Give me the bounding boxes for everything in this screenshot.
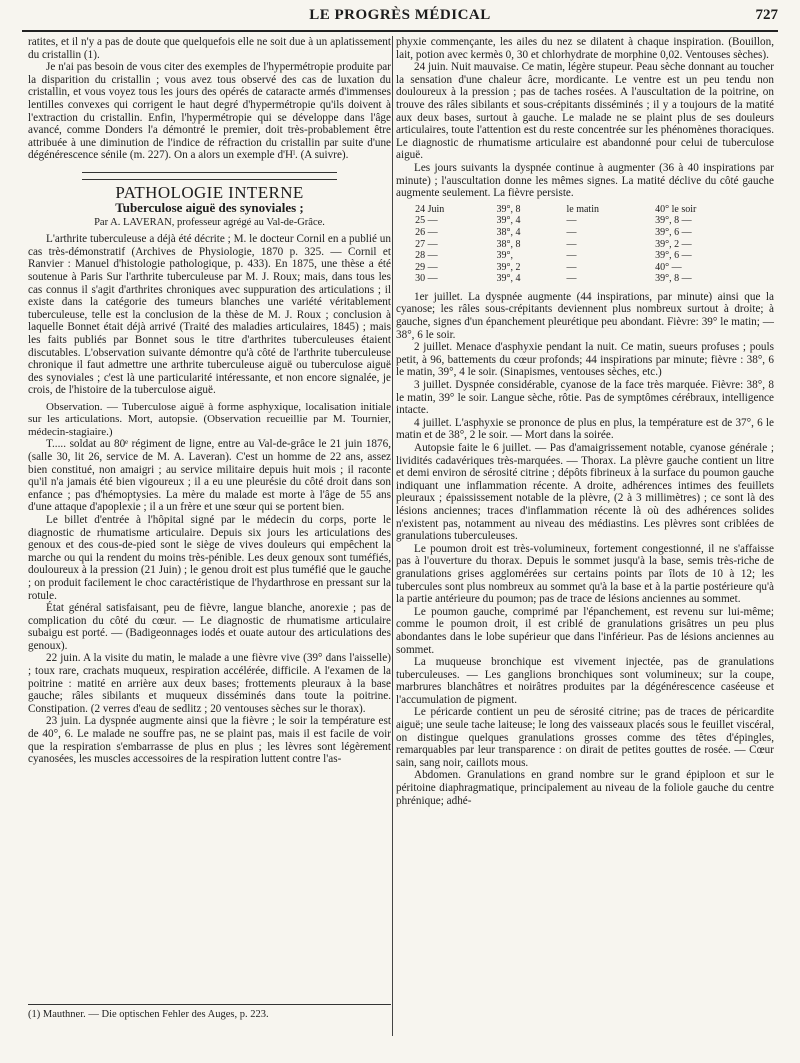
paragraph: 24 juin. Nuit mauvaise. Ce matin, légère stupeur. Peau sèche donnant au toucher la sensation d'une chaleur âcre, mordicante. Le ventre est un peu tendu non douloureux à la pression ; pas de taches rosées. A l'auscultation de la poitrine, on trouve des râles sibilants et sous-crépitants disséminés ; il y a toujours de la matité aux deux bases, surtout à gauche. Le malade ne se plaint plus de ses douleurs articulaires, toute l'attention est du reste concentrée sur les phénomènes thoraciques. Le diagnostic de rhumatisme articulaire est abandonné pour celui de tuberculose aiguë. [396,61,774,162]
paragraph: 4 juillet. L'asphyxie se prononce de plus en plus, la température est de 37°, 6 le matin et de 38°, 2 le soir. — Mort dans la soirée. [396,416,774,442]
table-cell: 39°, 4 [496,215,521,227]
paragraph: L'arthrite tuberculeuse a déjà été décrite ; M. le docteur Cornil en a publié un cas très-démonstratif (Archives de Physiologie, 1870 p. 325. — Cornil et Ranvier : Manuel d'histologie pathologique, p. 433). En 1875, une thèse a été soutenue à Paris Sur l'arthrite tuberculeuse par M. J. Roux; mais, dans tous les cas connus il s'agit d'arthrites chroniques avec suppuration des articulations ; il existe dans la catégorie des tumeurs blanches une variété véritablement tuberculeuse, telle est la conclusion de la thèse de M. J. Roux ; conclusion à laquelle Bonnet était déjà arrivé (Traité des maladies articulaires, 1845) ; mais les faits publiés par Bonnet sous le titre d'arthrites tuberculeuses étaient discutables. L'observation suivante démontre qu'à côté de l'arthrite tuberculeuse chronique il faut admettre une arthrite tuberculeuse aiguë ou tuberculose aiguë des synoviales ; c'est là une particularité intéressante, et non encore signalée, je crois, de l'histoire de la tuberculose aiguë. [28,233,391,397]
paragraph: Les jours suivants la dyspnée continue à augmenter (36 à 40 inspirations par minute) ; l'auscultation donne les mêmes signes. La matité déclive du côté gauche augmente seulement. La fièvre persiste. [396,161,774,200]
footnote: (1) Mauthner. — Die optischen Fehler des Auges, p. 223. [28,1004,391,1020]
paragraph: Autopsie faite le 6 juillet. — Pas d'amaigrissement notable, cyanose générale ; lividités cadavériques très-marquées. — Thorax. La plèvre gauche contient un litre et demi environ de sérosité citrine ; dépôts fibrineux à la surface du poumon gauche indiquant une inflammation récente. A droite, adhérences intimes des feuillets pleuraux ; épaississement notable de la plèvre, (2 à 3 millimètres) ; ce sont là des lésions anciennes; traces d'inflammation récente là où des adhérences solides n'existent pas, notamment au niveau des médiastins. Les plèvres sont criblées de granulations tuberculeuses. [396,442,774,543]
paragraph: Le poumon gauche, comprimé par l'épanchement, est revenu sur lui-même; comme le poumon droit, il est criblé de granulations grisâtres un peu plus abondantes dans le lobe supérieur que dans l'inférieur. Pas de lésions anciennes au sommet. [396,605,774,656]
table-cell: 25 — [415,215,438,227]
table-cell: — [566,261,577,273]
table-row [411,262,759,274]
right-column [396,36,774,807]
table-row [411,215,759,227]
paragraph: T..... soldat au 80ᵉ régiment de ligne, entre au Val-de-grâce le 21 juin 1876, (salle 30, lit 26, service de M. A. Laveran). C'est un homme de 22 ans, assez bien constitué, non amaigri ; au service militaire depuis huit mois ; il raconte qu'il n'a jamais été bien vigoureux ; il a eu une pleurésie du côté droit dans son enfance ; pas d'hémoptysies. La mère du malade est morte à l'âge de 55 ans d'une attaque d'apoplexie ; il a un frère et une sœur qui se portent bien. [28,438,391,514]
table-cell: 24 Juin [415,203,445,215]
table-cell: — [566,273,577,285]
table-cell: 39°, 8 — [655,215,692,227]
paragraph: 23 juin. La dyspnée augmente ainsi que la fièvre ; le soir la température est de 40°, 6. Le malade ne souffre pas, ne se plaint pas, mais il est facile de voir que la respiration s'embarrasse de plus en plus ; les lèvres sont légèrement cyanosées, les muscles accessoires de la respiration luttent contre l'as- [28,715,391,766]
page-header [22,4,778,32]
table-cell: le matin [566,203,599,215]
table-cell: 27 — [415,238,438,250]
author-line: Par A. LAVERAN, professeur agrégé au Val-de-Grâce. [94,216,325,228]
table-row [411,273,759,285]
paragraph: Le péricarde contient un peu de sérosité citrine; pas de traces de péricardite aiguë; une seule tache laiteuse; le long des vaisseaux placés sous le feuillet viscéral, on distingue quelques granulations grosses comme des têtes d'épingles, remarquables par leur transparence : on dirait de petites gouttes de rosée. — Cœur sain, sang noir, caillots mous. [396,706,774,769]
table-cell: — [566,226,577,238]
temperature-table [411,204,759,285]
table-cell: 30 — [415,273,438,285]
section-separator [82,172,336,180]
table-row [411,227,759,239]
table-cell: 40° — [655,261,682,273]
paragraph: Abdomen. Granulations en grand nombre sur le grand épiploon et sur le péritoine diaphragmatique, principalement au niveau de la foliole gauche du centre phrénique; adhé- [396,769,774,807]
table-row [411,239,759,251]
journal-title: LE PROGRÈS MÉDICAL [309,7,491,23]
table-cell: 26 — [415,226,438,238]
paragraph: 22 juin. A la visite du matin, le malade a une fièvre vive (39° dans l'aisselle) ; toux rare, crachats muqueux, respiration accélérée, difficile. A l'examen de la poitrine : matité en arrière aux deux bases; frottements pleuraux à la base gauche; râles sibilants et muqueux disséminés dans toute la poitrine. Constipation. (2 verres d'eau de sedlitz ; 20 ventouses sèches sur le thorax). [28,652,391,715]
paragraph: 3 juillet. Dyspnée considérable, cyanose de la face très marquée. Fièvre: 38°, 8 le matin, 39° le soir. Langue sèche, rôtie. Pas de symptômes cérébraux, intelligence intacte. [396,379,774,417]
section-title: PATHOLOGIE INTERNE [115,182,304,202]
table-cell: 40° le soir [655,203,697,215]
page-number: 727 [755,7,778,23]
column-divider [392,36,393,1036]
table-cell: 39°, 6 — [655,226,692,238]
table-cell: 39°, 2 [496,261,521,273]
table-cell: 39°, [496,250,513,262]
paragraph: Je n'ai pas besoin de vous citer des exemples de l'hypermétropie produite par la disparition du cristallin ; vous avez tous observé des cas de luxation du cristallin, et vous voyez tous les jours des opérés de cataracte armés d'immenses lentilles convexes qui corrigent le haut degré d'hypermétropie qu'ils doivent à l'extraction du cristallin. Enfin, l'hypermétropie qui se développe dans l'âge avancé, comme Donders l'a démontré le premier, doit très-probablement être attribuée à une diminution de l'indice de réfraction du cristallin par suite d'une dégénérescence sénile (m. 227). On a alors un exemple d'Hˡ. (A suivre). [28,61,391,162]
table-cell: 39°, 2 — [655,238,692,250]
table-cell: 39°, 6 — [655,250,692,262]
table-cell: — [566,215,577,227]
table-cell: 38°, 4 [496,226,521,238]
article-title: Tuberculose aiguë des synoviales ; [115,200,304,216]
table-row [411,250,759,262]
paragraph: 1er juillet. La dyspnée augmente (44 inspirations, par minute) ainsi que la cyanose; les râles sous-crépitants deviennent plus nombreux surtout à droite; à gauche, signes d'un épanchement pleurétique peu abondant. Fièvre: 39° le matin; — 38°, 6 le soir. [396,290,774,341]
table-cell: 28 — [415,250,438,262]
table-cell: 29 — [415,261,438,273]
left-column [28,36,391,766]
paragraph: phyxie commençante, les ailes du nez se dilatent à chaque inspiration. (Bouillon, lait, potion avec kermès 0, 30 et chlorhydrate de morphine 0,02. Ventouses sèches). [396,36,774,61]
paragraph: État général satisfaisant, peu de fièvre, langue blanche, anorexie ; pas de complication du côté du cœur. — Le diagnostic de rhumatisme articulaire subaigu est porté. — (Badigeonnages iodés et ouate autour des articulations des genoux). [28,602,391,652]
paragraph: La muqueuse bronchique est vivement injectée, pas de granulations tuberculeuses. — Les ganglions bronchiques sont volumineux; sur la coupe, marbrures blanchâtres et noirâtres produites par la dégénérescence caséeuse et l'accumulation de pigment. [396,656,774,706]
table-cell: 39°, 8 [496,203,521,215]
paragraph: ratites, et il n'y a pas de doute que quelquefois elle ne soit due à un aplatissement du cristallin (1). [28,36,391,61]
table-cell: — [566,250,577,262]
observation-heading: Observation. — Tuberculose aiguë à forme asphyxique, localisation initiale sur les articulations. Mort, autopsie. (Observation recueillie par M. Tournier, médecin-stagiaire.) [28,400,391,438]
paragraph: Le poumon droit est très-volumineux, fortement congestionné, il ne s'affaisse pas à l'ouverture du thorax. Depuis le sommet jusqu'à la base, semis très-riche de granulations grises agglomérées sur certains points par îlots de 10 à 12; les tubercules sont plus nombreux au sommet qu'à la base et à la partie postérieure qu'à la partie antérieure du poumon; pas de trace de lésions anciennes au sommet. [396,542,774,606]
paragraph: Le billet d'entrée à l'hôpital signé par le médecin du corps, porte le diagnostic de rhumatisme articulaire. Depuis six jours les articulations des genoux et des cous-de-pied sont le siège de vives douleurs qui empêchent la marche ou qui la rendent du moins très-pénible. Les deux genoux sont tuméfiés, douloureux à la pression (21 Juin) ; le genou droit est plus tuméfié que le gauche ; on produit facilement le choc caractéristique de l'hydarthrose en pressant sur la rotule. [28,513,391,602]
table-cell: 39°, 8 — [655,273,692,285]
table-cell: 39°, 4 [496,273,521,285]
table-cell: — [566,238,577,250]
paragraph: 2 juillet. Menace d'asphyxie pendant la nuit. Ce matin, sueurs profuses ; pouls petit, à 96, battements du cœur profonds; 44 inspirations par minute; fièvre : 38°, 6 le matin, 39°, 4 le soir. (Sinapismes, ventouses sèches, etc.) [396,341,774,379]
table-row [411,204,759,216]
table-cell: 38°, 8 [496,238,521,250]
